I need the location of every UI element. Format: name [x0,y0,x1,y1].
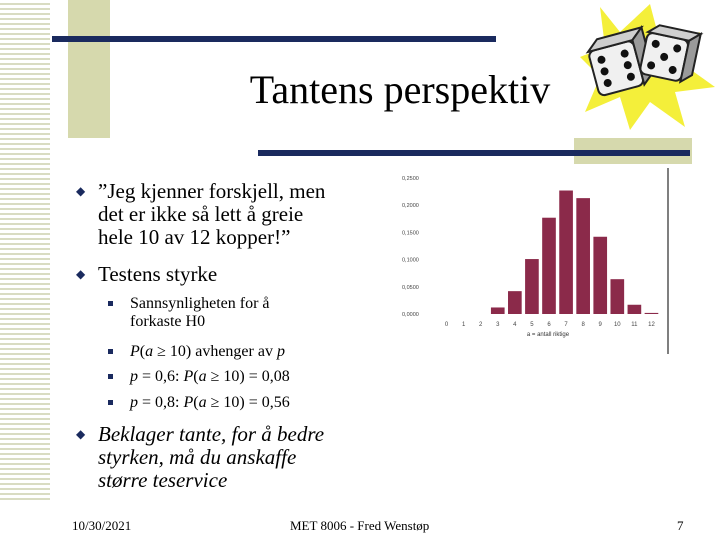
square-bullet-icon [108,374,113,379]
slide-title: Tantens perspektiv [249,67,551,112]
bullet-1-line-3: hele 10 av 12 kopper!” [98,225,291,249]
chart-bar [593,237,607,314]
x-tick-label: 2 [479,322,483,328]
square-bullet-icon [108,400,113,405]
x-tick-label: 1 [461,322,466,328]
y-tick-label: 0,1500 [402,230,419,237]
x-tick-label: 3 [496,322,500,328]
bullet-1 [76,179,378,249]
x-tick-label: 12 [648,322,655,328]
bullet-3 [76,422,388,492]
bullet-1-line-2: det er ikke så lett å greie [98,202,304,226]
chart-bar [645,313,659,314]
decorative-stripes [0,0,50,500]
bullet-3-line-1: Beklager tante, for å bedre [98,422,325,446]
decorative-olive-block [68,0,110,138]
sub-bullet-4: p = 0,8: P(a ≥ 10) = 0,56 [130,394,370,412]
footer-center: MET 8006 - Fred Wenstøp [290,518,430,533]
sub-bullet-1 [130,295,370,331]
bullet-2-line-1: Testens styrke [98,262,218,286]
chart-bar [559,191,573,314]
x-tick-label: 11 [631,322,638,328]
bullet-3-line-2: styrken, må du anskaffe [98,445,297,469]
square-bullet-icon [108,301,113,306]
square-bullet-icon [108,349,113,354]
x-tick-label: 8 [581,322,585,328]
chart-bar [576,198,590,314]
x-tick-label: 9 [598,322,602,328]
diamond-bullet-icon: ◆ [76,267,86,281]
x-tick-label: 4 [513,322,517,328]
diamond-bullet-icon: ◆ [76,184,86,198]
x-tick-label: 5 [530,322,534,328]
chart-bar [628,305,642,314]
sub-bullet-2: P(a ≥ 10) avhenger av p [130,343,370,361]
diamond-bullet-icon: ◆ [76,427,86,441]
footer-date: 10/30/2021 [72,518,132,533]
dice-image [580,2,720,132]
chart-bar [610,279,624,314]
decorative-top-rule [52,36,496,42]
chart-bar [491,307,505,314]
bullet-2 [76,262,378,286]
x-tick-label: 6 [547,322,551,328]
sub-bullet-1-line-2: forkaste H0 [130,313,206,330]
x-tick-label: 10 [613,322,621,328]
y-tick-label: 0,0000 [402,312,419,318]
x-tick-label: 0 [444,322,449,328]
decorative-mid-rule [258,150,690,156]
y-tick-label: 0,0500 [402,284,419,291]
x-tick-label: 7 [564,322,568,328]
y-tick-label: 0,2500 [402,176,419,182]
binomial-bar-chart [398,168,670,354]
sub-bullet-3: p = 0,6: P(a ≥ 10) = 0,08 [130,368,370,386]
bullet-3-line-3: større teservice [98,468,228,492]
chart-bar [525,259,539,314]
y-tick-label: 0,1000 [402,257,419,264]
bullet-1-line-1: ”Jeg kjenner forskjell, men [98,179,326,203]
sub-bullet-1-line-1: Sannsynligheten for å [130,295,270,312]
chart-bar [542,218,556,314]
footer-page-number: 7 [677,518,684,533]
x-axis-label: a = antall riktige [526,332,570,338]
y-tick-label: 0,2000 [402,203,419,210]
chart-bar [508,291,522,314]
